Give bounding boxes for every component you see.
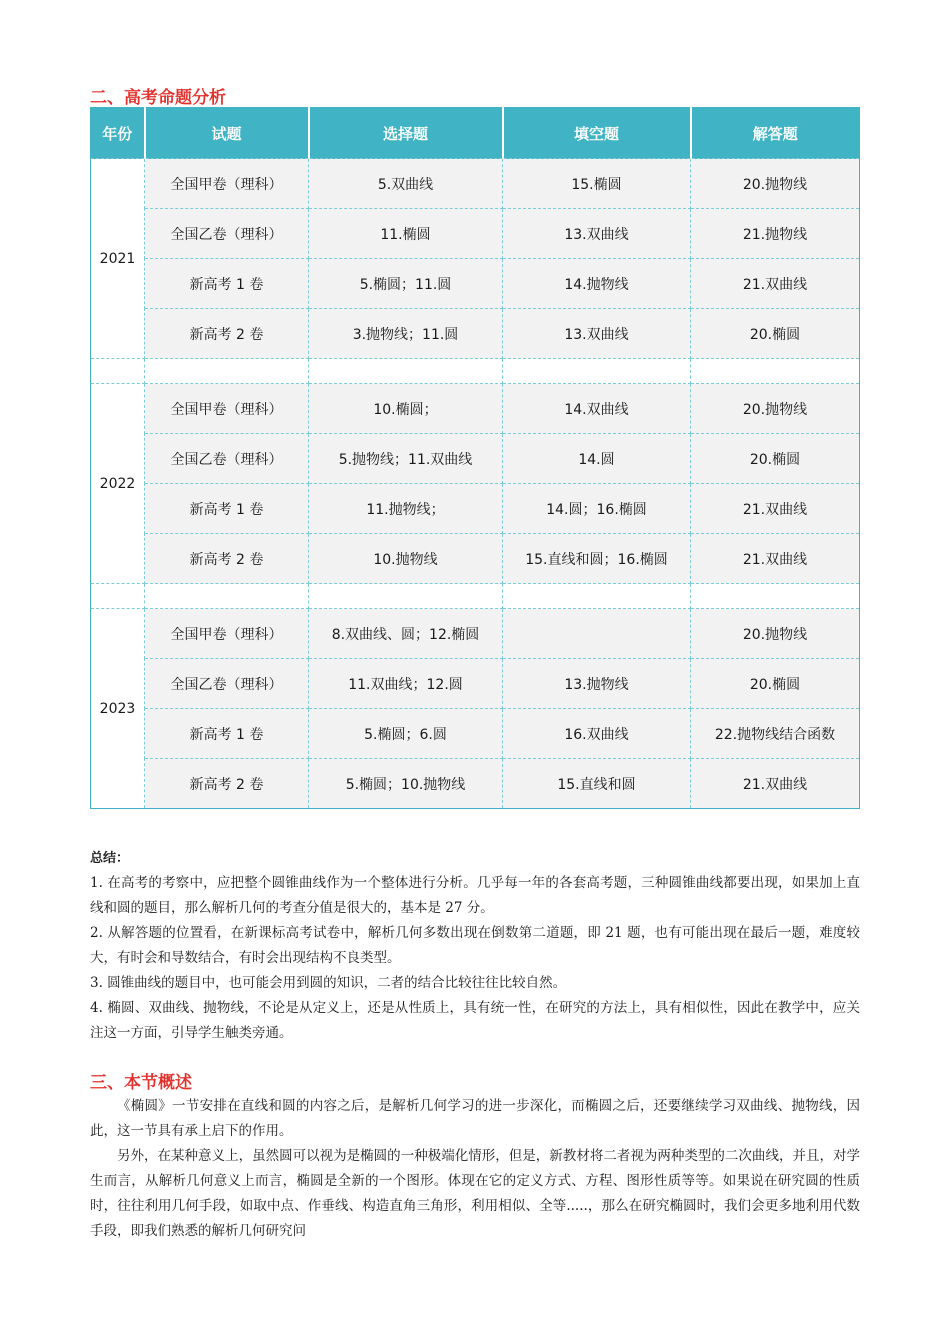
choice-cell: 5.椭圆；6.圆 xyxy=(309,709,503,759)
choice-cell: 11.椭圆 xyxy=(309,209,503,259)
fill-cell xyxy=(503,609,691,659)
paper-cell: 全国乙卷（理科） xyxy=(145,659,309,709)
answer-cell: 20.椭圆 xyxy=(691,434,860,484)
choice-cell: 11.抛物线； xyxy=(309,484,503,534)
answer-cell: 20.抛物线 xyxy=(691,159,860,209)
table-row xyxy=(91,309,860,359)
header-year: 年份 xyxy=(91,108,145,159)
fill-cell: 15.直线和圆；16.椭圆 xyxy=(503,534,691,584)
paper-cell: 新高考 2 卷 xyxy=(145,759,309,809)
summary-item: 1. 在高考的考察中，应把整个圆锥曲线作为一个整体进行分析。几乎每一年的各套高考题，三种圆锥曲线都要出现，如果加上直线和圆的题目，那么解析几何的考查分值是很大的，基本是 27 分。 xyxy=(90,875,860,916)
table-row xyxy=(91,209,860,259)
choice-cell: 10.抛物线 xyxy=(309,534,503,584)
exam-analysis-table xyxy=(90,107,860,809)
table-row xyxy=(91,159,860,209)
fill-cell: 14.抛物线 xyxy=(503,259,691,309)
fill-cell: 13.抛物线 xyxy=(503,659,691,709)
table-header-row xyxy=(91,108,860,159)
header-fill: 填空题 xyxy=(503,108,691,159)
answer-cell: 21.双曲线 xyxy=(691,259,860,309)
summary-item: 3. 圆锥曲线的题目中，也可能会用到圆的知识，二者的结合比较往往比较自然。 xyxy=(90,975,567,991)
paper-cell: 全国甲卷（理科） xyxy=(145,384,309,434)
table-row xyxy=(91,259,860,309)
table-row xyxy=(91,659,860,709)
summary-item: 2. 从解答题的位置看，在新课标高考试卷中，解析几何多数出现在倒数第二道题，即 21 题，也有可能出现在最后一题，难度较大，有时会和导数结合，有时会出现结构不良类型。 xyxy=(90,925,860,966)
choice-cell: 11.双曲线；12.圆 xyxy=(309,659,503,709)
choice-cell: 8.双曲线、圆；12.椭圆 xyxy=(309,609,503,659)
choice-cell: 5.双曲线 xyxy=(309,159,503,209)
paper-cell: 新高考 2 卷 xyxy=(145,309,309,359)
answer-cell: 20.抛物线 xyxy=(691,609,860,659)
answer-cell: 21.双曲线 xyxy=(691,534,860,584)
answer-cell: 21.抛物线 xyxy=(691,209,860,259)
paper-cell: 全国乙卷（理科） xyxy=(145,209,309,259)
overview-paragraph: 《椭圆》一节安排在直线和圆的内容之后，是解析几何学习的进一步深化，而椭圆之后，还要继续学习双曲线、抛物线，因此，这一节具有承上启下的作用。 xyxy=(90,1098,860,1139)
year-cell: 2022 xyxy=(91,384,145,584)
header-answer: 解答题 xyxy=(691,108,860,159)
answer-cell: 21.双曲线 xyxy=(691,484,860,534)
table-row xyxy=(91,609,860,659)
separator-row xyxy=(91,359,860,384)
header-paper: 试题 xyxy=(145,108,309,159)
paper-cell: 新高考 2 卷 xyxy=(145,534,309,584)
fill-cell: 13.双曲线 xyxy=(503,209,691,259)
fill-cell: 14.圆 xyxy=(503,434,691,484)
table-row xyxy=(91,484,860,534)
table-row xyxy=(91,384,860,434)
paper-cell: 新高考 1 卷 xyxy=(145,259,309,309)
year-cell: 2021 xyxy=(91,159,145,359)
fill-cell: 14.圆；16.椭圆 xyxy=(503,484,691,534)
answer-cell: 20.椭圆 xyxy=(691,659,860,709)
paper-cell: 全国甲卷（理科） xyxy=(145,159,309,209)
answer-cell: 22.抛物线结合函数 xyxy=(691,709,860,759)
overview-block xyxy=(90,1094,860,1244)
answer-cell: 20.抛物线 xyxy=(691,384,860,434)
paper-cell: 新高考 1 卷 xyxy=(145,709,309,759)
summary-title: 总结： xyxy=(90,851,130,866)
fill-cell: 15.椭圆 xyxy=(503,159,691,209)
paper-cell: 新高考 1 卷 xyxy=(145,484,309,534)
section-2-title: 二、高考命题分析 xyxy=(90,88,226,108)
answer-cell: 20.椭圆 xyxy=(691,309,860,359)
year-cell: 2023 xyxy=(91,609,145,809)
section-3-title: 三、本节概述 xyxy=(90,1073,192,1093)
choice-cell: 5.椭圆；11.圆 xyxy=(309,259,503,309)
table-row xyxy=(91,434,860,484)
header-choice: 选择题 xyxy=(309,108,503,159)
summary-block xyxy=(90,846,860,1046)
table-row xyxy=(91,709,860,759)
fill-cell: 15.直线和圆 xyxy=(503,759,691,809)
choice-cell: 5.抛物线；11.双曲线 xyxy=(309,434,503,484)
table-row xyxy=(91,534,860,584)
summary-item: 4. 椭圆、双曲线、抛物线，不论是从定义上，还是从性质上，具有统一性，在研究的方法上，具有相似性，因此在教学中，应关注这一方面，引导学生触类旁通。 xyxy=(90,1000,860,1041)
paper-cell: 全国乙卷（理科） xyxy=(145,434,309,484)
choice-cell: 10.椭圆； xyxy=(309,384,503,434)
choice-cell: 3.抛物线；11.圆 xyxy=(309,309,503,359)
overview-paragraph: 另外，在某种意义上，虽然圆可以视为是椭圆的一种极端化情形，但是，新教材将二者视为两种类型的二次曲线，并且，对学生而言，从解析几何意义上而言，椭圆是全新的一个图形。体现在它的定义方式、方程、图形性质等等。如果说在研究圆的性质时，往往利用几何手段，如取中点、作垂线、构造直角三角形，利用相似、全等.....，那么在研究椭圆时，我们会更多地利用代数手段，即我们熟悉的解析几何研究问 xyxy=(90,1148,860,1239)
paper-cell: 全国甲卷（理科） xyxy=(145,609,309,659)
fill-cell: 13.双曲线 xyxy=(503,309,691,359)
fill-cell: 16.双曲线 xyxy=(503,709,691,759)
table-row xyxy=(91,759,860,809)
separator-row xyxy=(91,584,860,609)
answer-cell: 21.双曲线 xyxy=(691,759,860,809)
fill-cell: 14.双曲线 xyxy=(503,384,691,434)
choice-cell: 5.椭圆；10.抛物线 xyxy=(309,759,503,809)
